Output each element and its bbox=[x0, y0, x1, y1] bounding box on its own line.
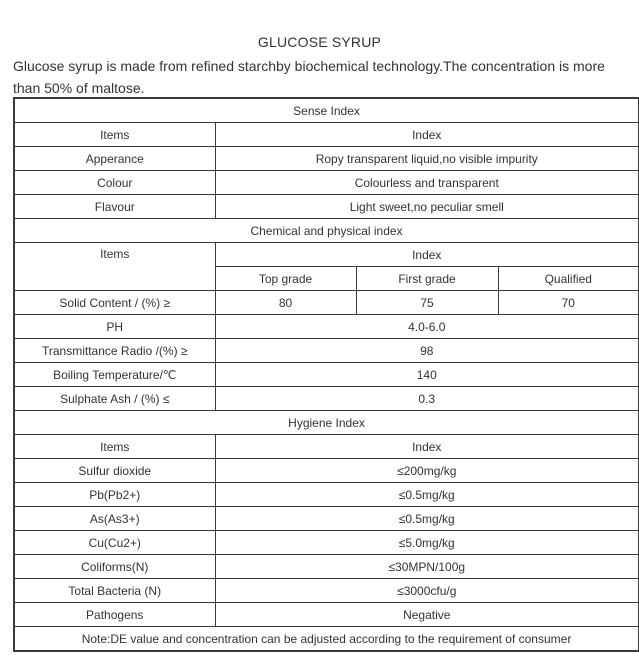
item-cell: Pathogens bbox=[14, 603, 215, 627]
item-cell: Apperance bbox=[14, 147, 215, 171]
value-cell: 80 bbox=[215, 291, 356, 315]
value-cell: ≤0.5mg/kg bbox=[215, 507, 639, 531]
table-row bbox=[14, 147, 639, 171]
value-cell: 4.0-6.0 bbox=[215, 315, 639, 339]
item-cell: Pb(Pb2+) bbox=[14, 483, 215, 507]
grade-header-first: First grade bbox=[356, 267, 498, 291]
table-row bbox=[14, 579, 639, 603]
value-cell: ≤200mg/kg bbox=[215, 459, 639, 483]
table-row bbox=[14, 531, 639, 555]
table-row bbox=[14, 435, 639, 459]
index-header: Index bbox=[215, 123, 639, 147]
value-cell: Colourless and transparent bbox=[215, 171, 639, 195]
value-cell: Negative bbox=[215, 603, 639, 627]
index-header: Index bbox=[215, 243, 639, 267]
item-cell: Solid Content / (%) ≥ bbox=[14, 291, 215, 315]
table-row bbox=[14, 603, 639, 627]
table-row bbox=[14, 123, 639, 147]
sense-heading: Sense Index bbox=[14, 98, 639, 123]
table-row bbox=[14, 459, 639, 483]
note-row bbox=[14, 627, 639, 652]
item-cell: Flavour bbox=[14, 195, 215, 219]
table-row bbox=[14, 171, 639, 195]
table-row bbox=[14, 243, 639, 267]
value-cell: Light sweet,no peculiar smell bbox=[215, 195, 639, 219]
value-cell: ≤30MPN/100g bbox=[215, 555, 639, 579]
section-header-row bbox=[14, 411, 639, 435]
section-header-row bbox=[14, 219, 639, 243]
value-cell: Ropy transparent liquid,no visible impurity bbox=[215, 147, 639, 171]
item-cell: Sulphate Ash / (%) ≤ bbox=[14, 387, 215, 411]
value-cell: 75 bbox=[356, 291, 498, 315]
chemical-heading: Chemical and physical index bbox=[14, 219, 639, 243]
spec-table bbox=[13, 97, 639, 652]
item-cell: Transmittance Radio /(%) ≥ bbox=[14, 339, 215, 363]
table-row bbox=[14, 363, 639, 387]
value-cell: ≤3000cfu/g bbox=[215, 579, 639, 603]
hygiene-heading: Hygiene Index bbox=[14, 411, 639, 435]
table-row bbox=[14, 339, 639, 363]
value-cell: ≤0.5mg/kg bbox=[215, 483, 639, 507]
table-row bbox=[14, 555, 639, 579]
item-cell: Colour bbox=[14, 171, 215, 195]
item-cell: Sulfur dioxide bbox=[14, 459, 215, 483]
table-row bbox=[14, 483, 639, 507]
note-text: Note:DE value and concentration can be adjusted according to the requirement of consumer bbox=[14, 627, 639, 652]
table-row bbox=[14, 291, 639, 315]
items-header: Items bbox=[14, 243, 215, 291]
value-cell: 0.3 bbox=[215, 387, 639, 411]
table-row bbox=[14, 315, 639, 339]
item-cell: Cu(Cu2+) bbox=[14, 531, 215, 555]
index-header: Index bbox=[215, 435, 639, 459]
item-cell: PH bbox=[14, 315, 215, 339]
value-cell: ≤5.0mg/kg bbox=[215, 531, 639, 555]
items-header: Items bbox=[14, 123, 215, 147]
item-cell: As(As3+) bbox=[14, 507, 215, 531]
section-header-row bbox=[14, 98, 639, 123]
value-cell: 140 bbox=[215, 363, 639, 387]
value-cell: 98 bbox=[215, 339, 639, 363]
value-cell: 70 bbox=[498, 291, 639, 315]
item-cell: Coliforms(N) bbox=[14, 555, 215, 579]
table-row bbox=[14, 507, 639, 531]
table-row bbox=[14, 195, 639, 219]
intro-paragraph: Glucose syrup is made from refined starchby biochemical technology.The concentration is more than 50% of maltose. bbox=[13, 58, 605, 96]
items-header: Items bbox=[14, 435, 215, 459]
item-cell: Boiling Temperature/℃ bbox=[14, 363, 215, 387]
grade-header-top: Top grade bbox=[215, 267, 356, 291]
page-title: GLUCOSE SYRUP bbox=[257, 34, 382, 50]
table-row bbox=[14, 387, 639, 411]
grade-header-qualified: Qualified bbox=[498, 267, 639, 291]
item-cell: Total Bacteria (N) bbox=[14, 579, 215, 603]
